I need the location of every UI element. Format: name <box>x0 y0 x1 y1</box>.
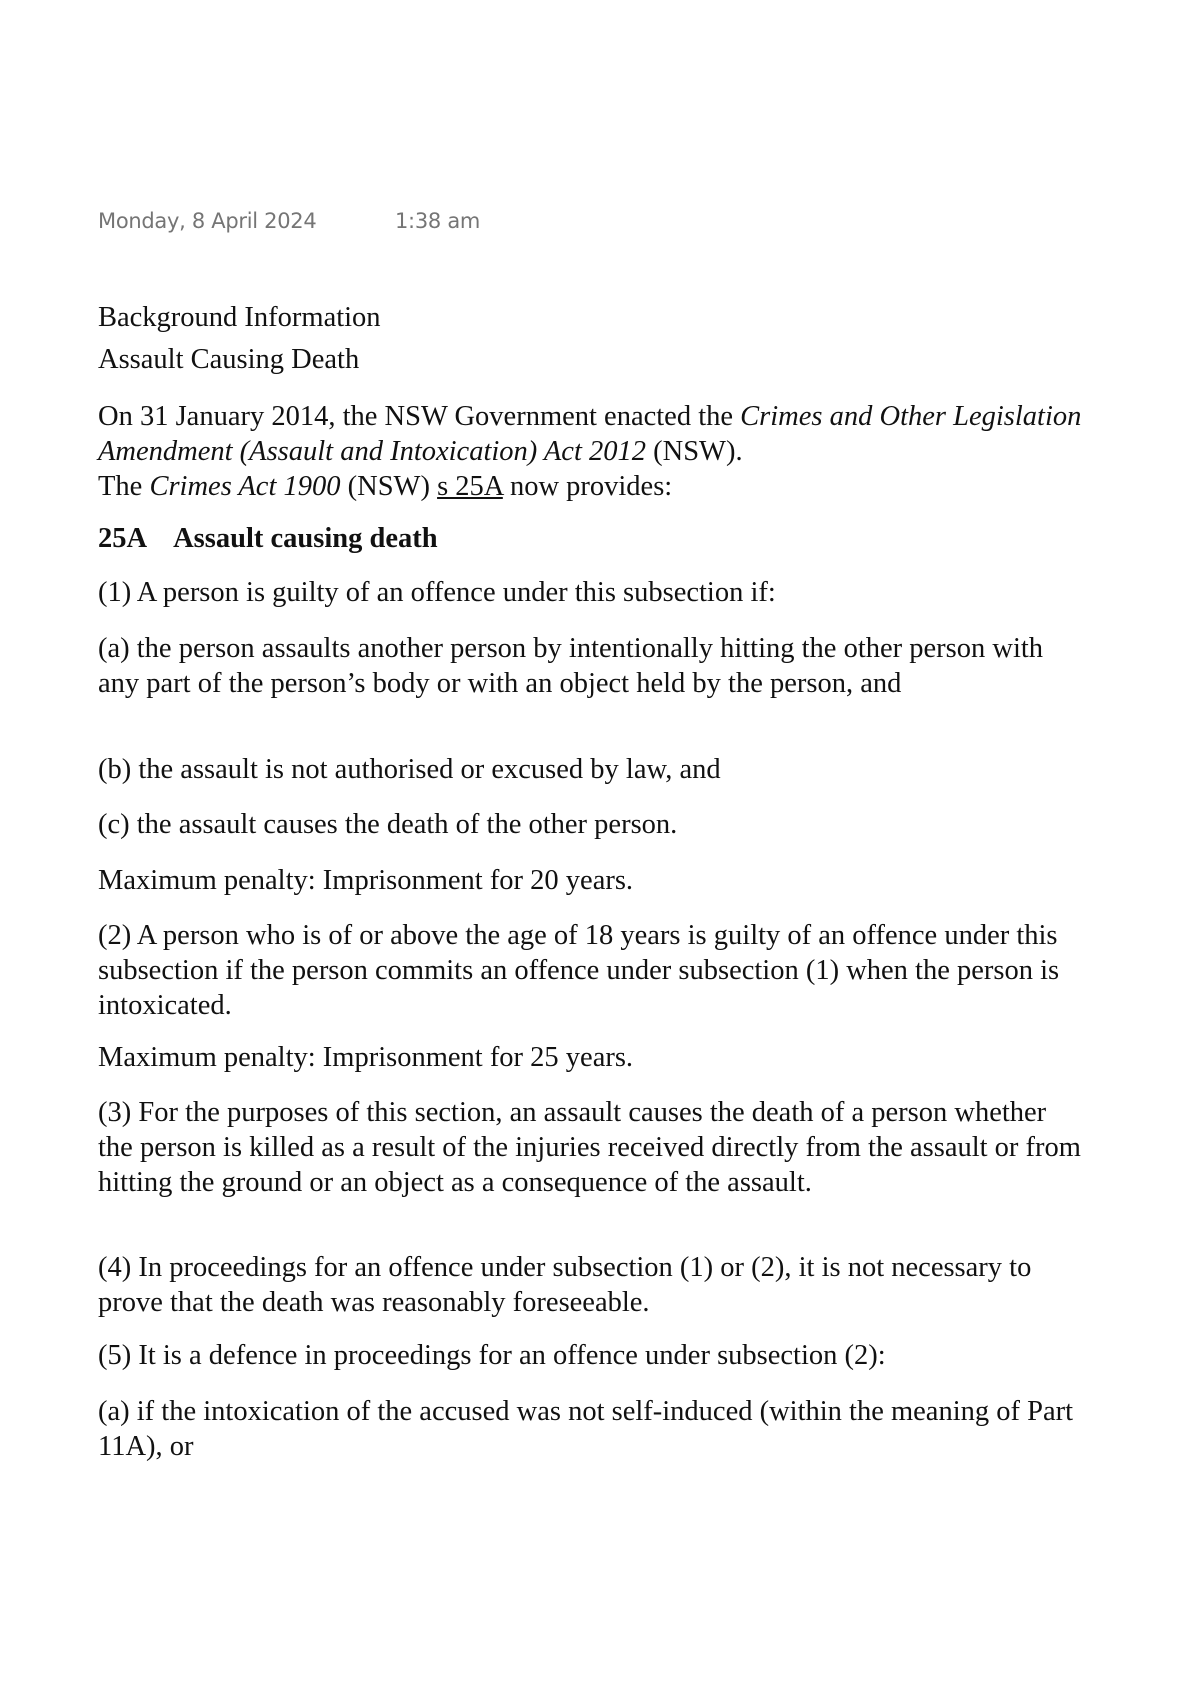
the-word: The <box>98 471 150 502</box>
section-heading <box>98 521 1088 556</box>
enactment-paragraph <box>98 399 1088 504</box>
subsection-1: (1) A person is guilty of an offence under this subsection if: <box>98 577 776 608</box>
section-25a-link[interactable]: s 25A <box>437 471 503 502</box>
act-name: Crimes and Other Legislation Amendment (Assault and Intoxication) Act 2012 <box>98 401 1082 467</box>
subsection-1c: (c) the assault causes the death of the other person. <box>98 809 678 840</box>
heading-background: Background Information <box>98 302 381 333</box>
jurisdiction-text: (NSW) <box>340 471 438 502</box>
subsection-1b: (b) the assault is not authorised or excused by law, and <box>98 754 721 785</box>
section-number: 25A <box>98 523 148 554</box>
enactment-suffix: (NSW). <box>646 436 743 467</box>
subsection-5: (5) It is a defence in proceedings for an offence under subsection (2): <box>98 1340 886 1371</box>
penalty-2: Maximum penalty: Imprisonment for 25 years. <box>98 1042 634 1073</box>
note-date: Monday, 8 April 2024 <box>98 209 317 233</box>
note-time: 1:38 am <box>395 209 481 233</box>
penalty-1: Maximum penalty: Imprisonment for 20 years. <box>98 865 634 896</box>
subsection-1a: (a) the person assaults another person by intentionally hitting the other person with any part of the person’s body or with an object held by the person, and <box>98 633 1044 699</box>
enactment-prefix: On 31 January 2014, the NSW Government enacted the <box>98 401 741 432</box>
note-timestamp <box>98 204 481 239</box>
heading-topic: Assault Causing Death <box>98 344 360 375</box>
crimes-act-name: Crimes Act 1900 <box>149 471 341 502</box>
section-title: Assault causing death <box>173 523 438 554</box>
subsection-2: (2) A person who is of or above the age of 18 years is guilty of an offence under this subsection if the person commits an offence under subsection (1) when the person is intoxicated. <box>98 920 1060 1021</box>
provides-text: now provides: <box>502 471 673 502</box>
subsection-3: (3) For the purposes of this section, an assault causes the death of a person whether the person is killed as a result of the injuries received directly from the assault or from hitting the ground or an object as a consequence of the assault. <box>98 1097 1081 1198</box>
subsection-5a: (a) if the intoxication of the accused was not self-induced (within the meaning of Part 11A), or <box>98 1396 1074 1462</box>
subsection-4: (4) In proceedings for an offence under subsection (1) or (2), it is not necessary to prove that the death was reasonably foreseeable. <box>98 1252 1032 1318</box>
